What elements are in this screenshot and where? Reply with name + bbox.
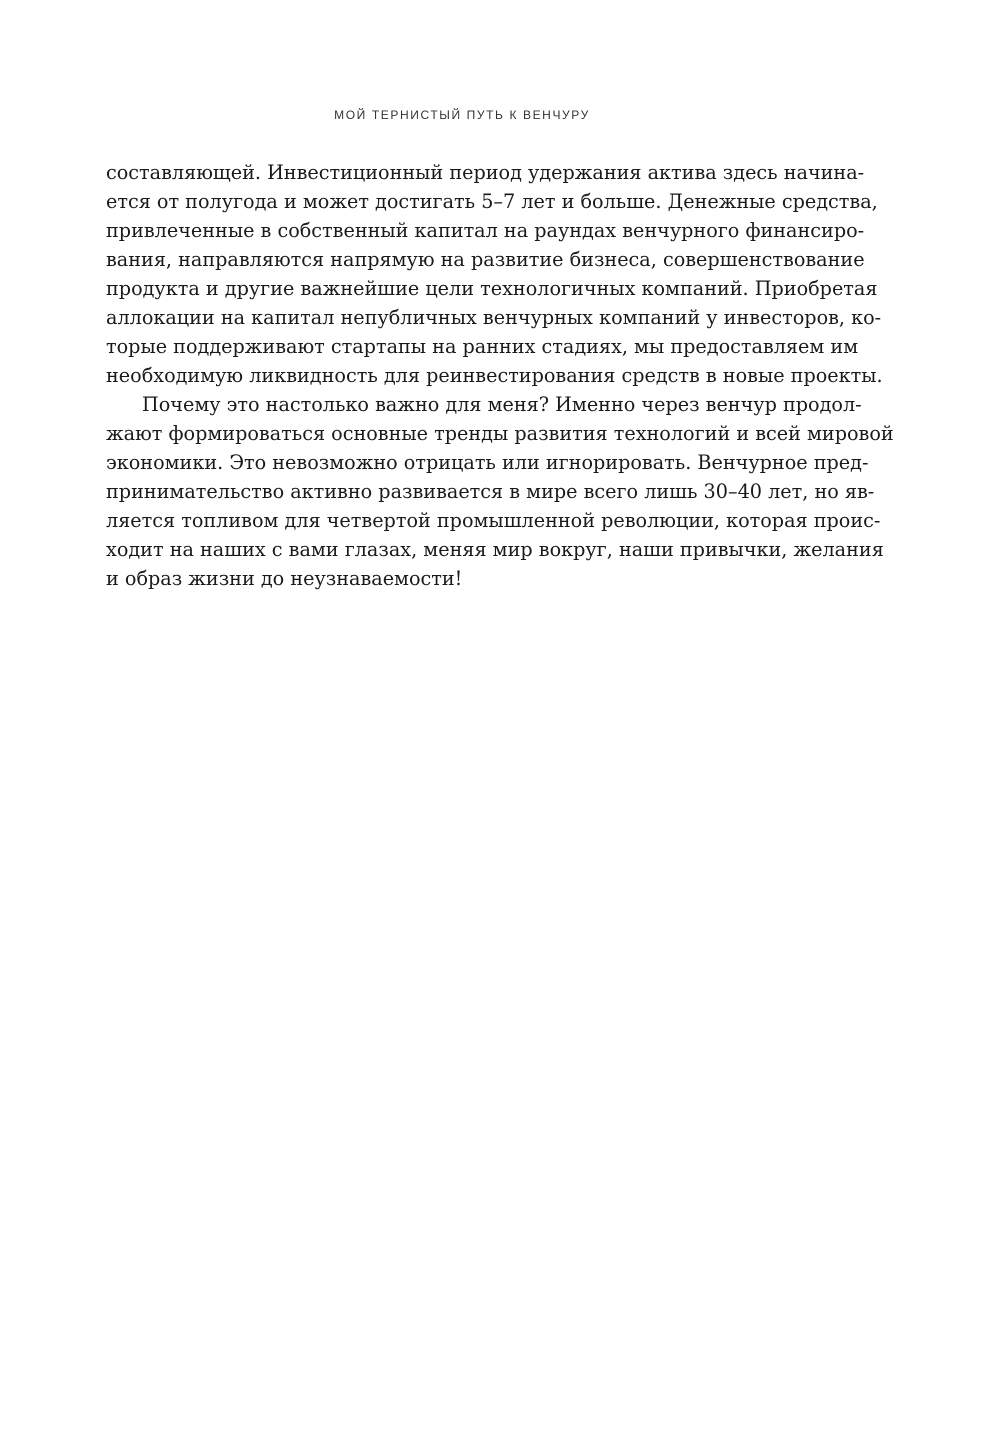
text-line: жают формироваться основные тренды развития технологий и всей мировой [106, 422, 894, 445]
text-line: торые поддерживают стартапы на ранних стадиях, мы предоставляем им [106, 335, 859, 358]
paragraph-1 [106, 158, 883, 390]
text-line: экономики. Это невозможно отрицать или игнорировать. Венчурное пред- [106, 451, 869, 474]
text-line: принимательство активно развивается в мире всего лишь 30–40 лет, но яв- [106, 480, 875, 503]
text-line: и образ жизни до неузнаваемости! [106, 567, 463, 590]
body-text [106, 158, 894, 593]
text-line: аллокации на капитал непубличных венчурных компаний у инвесторов, ко- [106, 306, 882, 329]
paragraph-2 [106, 390, 894, 593]
text-line: составляющей. Инвестиционный период удержания актива здесь начина- [106, 161, 865, 184]
text-line: привлеченные в собственный капитал на раундах венчурного финансиро- [106, 219, 865, 242]
text-line: ходит на наших с вами глазах, меняя мир вокруг, наши привычки, желания [106, 538, 884, 561]
text-line: ется от полугода и может достигать 5–7 лет и больше. Денежные средства, [106, 190, 878, 213]
text-line: необходимую ликвидность для реинвестирования средств в новые проекты. [106, 364, 883, 387]
text-line: Почему это настолько важно для меня? Именно через венчур продол- [142, 393, 862, 416]
running-header: МОЙ ТЕРНИСТЫЙ ПУТЬ К ВЕНЧУРУ [334, 108, 590, 122]
text-line: вания, направляются напрямую на развитие бизнеса, совершенствование [106, 248, 865, 271]
text-line: продукта и другие важнейшие цели технологичных компаний. Приобретая [106, 277, 878, 300]
text-line: ляется топливом для четвертой промышленной революции, которая проис- [106, 509, 881, 532]
